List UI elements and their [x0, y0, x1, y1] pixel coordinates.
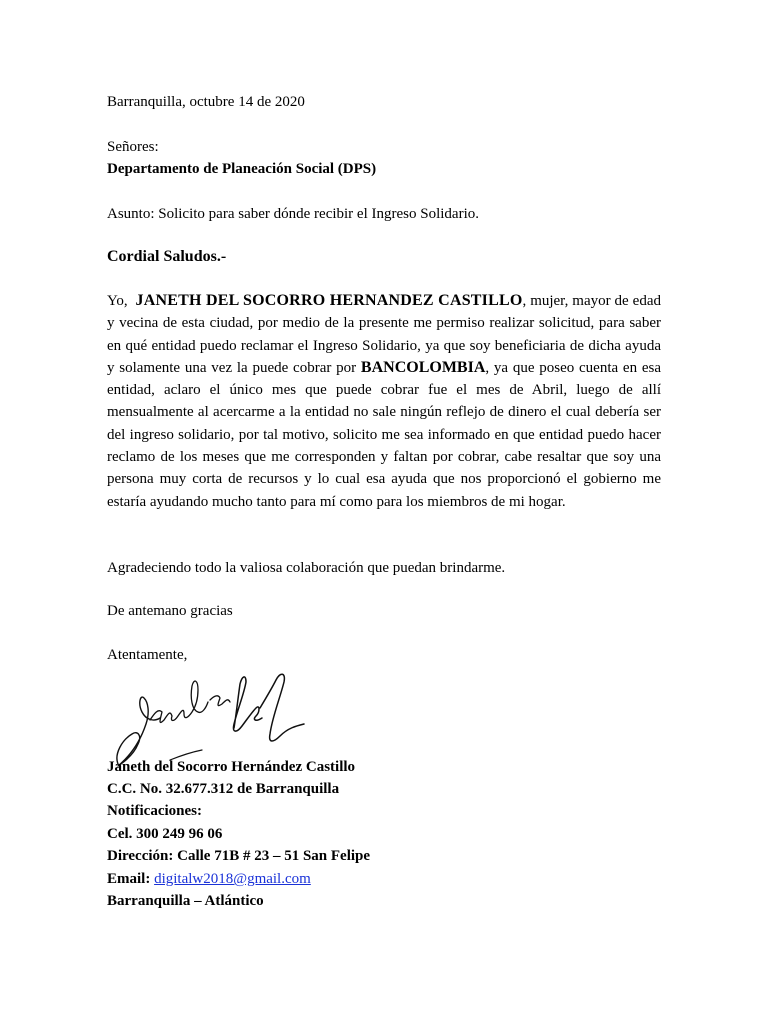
body-text-part1: , mujer, mayor de edad y vecina de esta ciudad, por medio de la presente me permiso realizar solicitud, para saber en qué entidad puedo reclamar el Ingreso Solidario, ya que soy beneficiaria de dicha ayuda y solamente una vez la puede cobrar por — [107, 293, 661, 376]
signer-city: Barranquilla – Atlántico — [107, 893, 264, 909]
email-link[interactable]: digitalw2018@gmail.com — [154, 871, 311, 887]
signer-phone: Cel. 300 249 96 06 — [107, 826, 223, 842]
recipient: Departamento de Planeación Social (DPS) — [107, 161, 377, 177]
body-intro: Yo, — [107, 293, 128, 309]
thanks-line: Agradeciendo todo la valiosa colaboración que puedan brindarme. — [107, 560, 506, 576]
signer-id: C.C. No. 32.677.312 de Barranquilla — [107, 781, 340, 797]
salutation-to: Señores: — [107, 139, 159, 155]
subject-line: Asunto: Solicito para saber dónde recibir el Ingreso Solidario. — [107, 206, 479, 222]
place-date: Barranquilla, octubre 14 de 2020 — [107, 94, 305, 110]
thanks-in-advance: De antemano gracias — [107, 603, 233, 619]
body-paragraph — [107, 290, 661, 513]
sender-name: JANETH DEL SOCORRO HERNANDEZ CASTILLO — [135, 292, 523, 309]
body-text-part2: , ya que poseo cuenta en esa entidad, aclaro el único mes que puede cobrar fue el mes de Abril, luego de allí mensualmente al acercarme a la entidad no sale ningún reflejo de dinero el cual debería ser del ingreso solidario, por tal motivo, solicito me sea informado en que entidad puedo hacer reclamo de los meses que me corresponden y faltan por cobrar, cabe resaltar que soy una persona muy corta de recursos y lo cual esa ayuda que nos proporcionó el gobierno me estaría ayudando mucho tanto para mí como para los miembros de mi hogar. — [107, 359, 662, 510]
email-line — [107, 870, 311, 888]
signer-name: Janeth del Socorro Hernández Castillo — [107, 759, 356, 775]
email-label: Email: — [107, 871, 151, 887]
signer-address: Dirección: Calle 71B # 23 – 51 San Felipe — [107, 848, 371, 864]
bank-name: BANCOLOMBIA — [360, 358, 486, 376]
notifications-heading: Notificaciones: — [107, 803, 202, 819]
greeting: Cordial Saludos.- — [107, 248, 227, 265]
closing: Atentamente, — [107, 647, 188, 663]
